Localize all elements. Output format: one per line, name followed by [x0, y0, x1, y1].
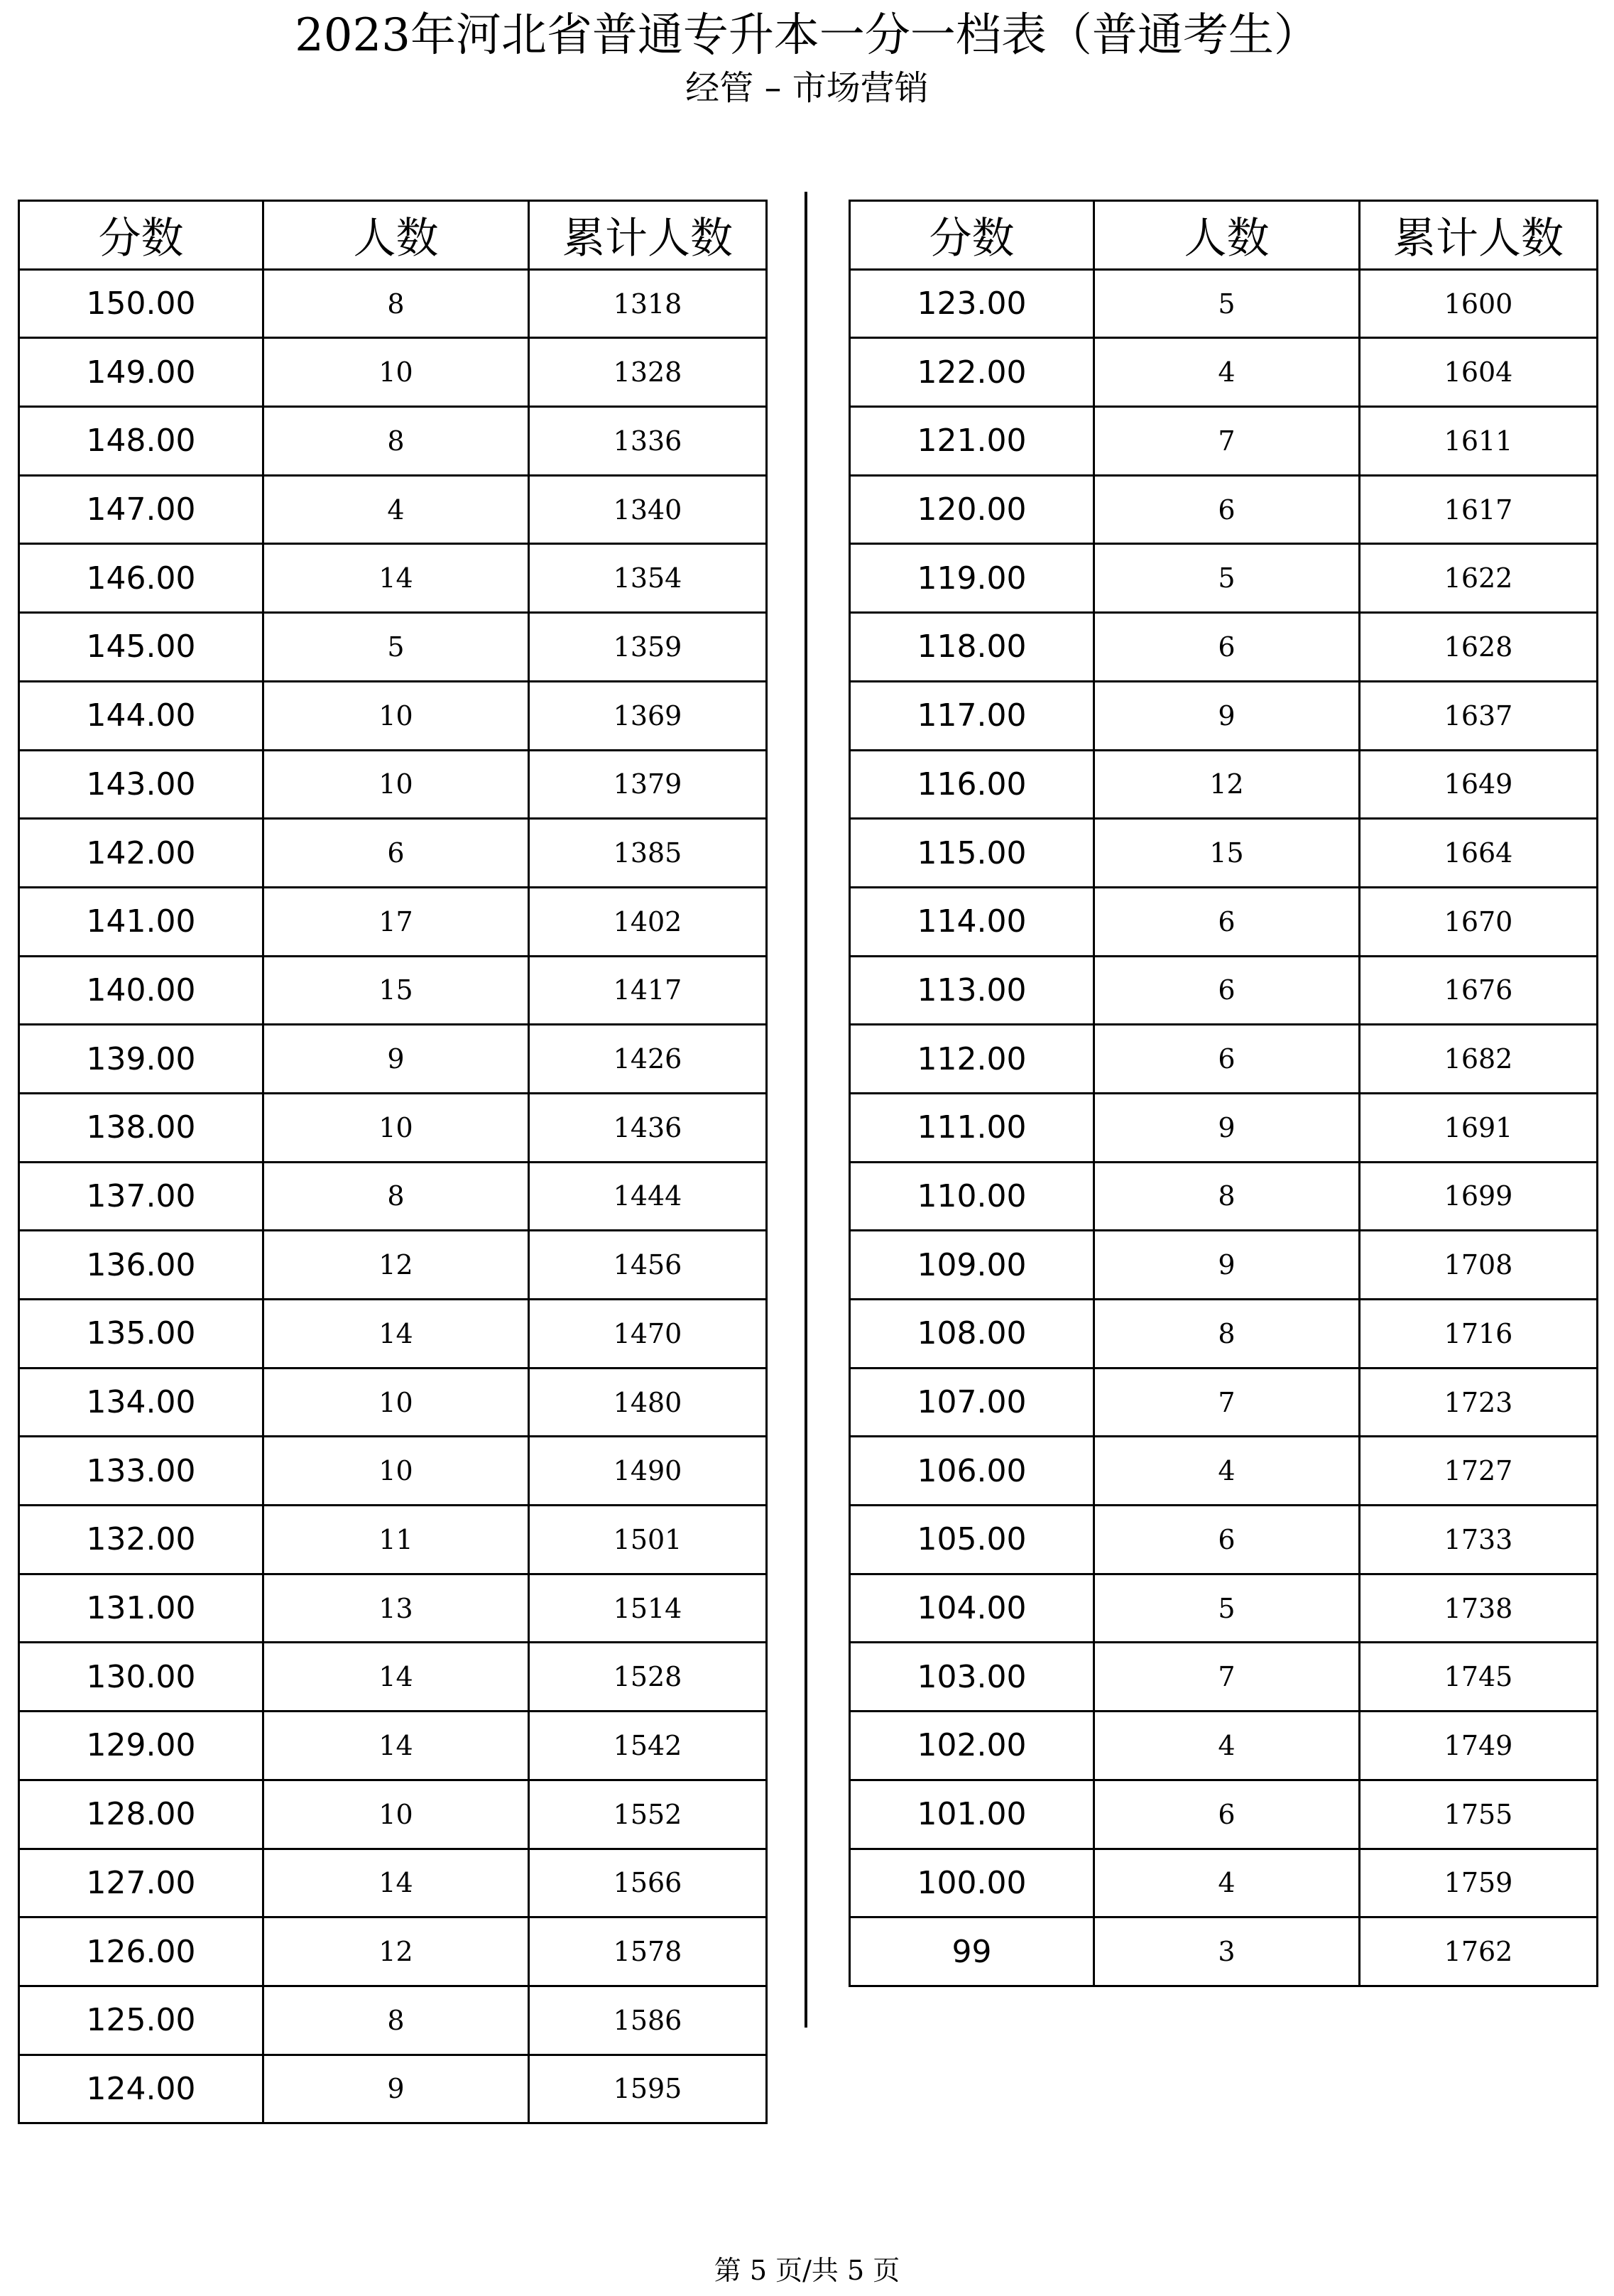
count-cell: 6 — [1094, 1780, 1360, 1849]
cumulative-cell: 1417 — [529, 956, 767, 1025]
count-cell: 8 — [1094, 1300, 1360, 1369]
header-count: 人数 — [263, 201, 529, 270]
count-cell: 8 — [263, 269, 529, 338]
cumulative-cell: 1664 — [1360, 819, 1598, 888]
table-row — [19, 1849, 767, 1917]
score-cell: 124.00 — [19, 2055, 263, 2123]
cumulative-cell: 1436 — [529, 1093, 767, 1162]
cumulative-cell: 1578 — [529, 1917, 767, 1986]
score-cell: 138.00 — [19, 1093, 263, 1162]
header-cumulative: 累计人数 — [1360, 201, 1598, 270]
cumulative-cell: 1649 — [1360, 750, 1598, 819]
count-cell: 13 — [263, 1574, 529, 1643]
cumulative-cell: 1723 — [1360, 1368, 1598, 1437]
table-row — [19, 1506, 767, 1574]
cumulative-cell: 1682 — [1360, 1025, 1598, 1094]
score-cell: 128.00 — [19, 1780, 263, 1849]
cumulative-cell: 1340 — [529, 475, 767, 544]
cumulative-cell: 1426 — [529, 1025, 767, 1094]
cumulative-cell: 1490 — [529, 1437, 767, 1506]
table-row — [850, 613, 1598, 682]
score-cell: 112.00 — [850, 1025, 1094, 1094]
cumulative-cell: 1402 — [529, 887, 767, 956]
table-row — [19, 338, 767, 407]
count-cell: 14 — [263, 1300, 529, 1369]
table-row — [19, 681, 767, 750]
table-row — [850, 475, 1598, 544]
score-cell: 107.00 — [850, 1368, 1094, 1437]
score-cell: 125.00 — [19, 1986, 263, 2055]
count-cell: 4 — [263, 475, 529, 544]
cumulative-cell: 1586 — [529, 1986, 767, 2055]
count-cell: 4 — [1094, 1712, 1360, 1780]
cumulative-cell: 1676 — [1360, 956, 1598, 1025]
count-cell: 6 — [1094, 887, 1360, 956]
count-cell: 4 — [1094, 1849, 1360, 1917]
score-cell: 146.00 — [19, 544, 263, 613]
header-cumulative: 累计人数 — [529, 201, 767, 270]
count-cell: 10 — [263, 338, 529, 407]
count-cell: 8 — [1094, 1162, 1360, 1231]
count-cell: 5 — [1094, 544, 1360, 613]
table-row — [19, 544, 767, 613]
table-row — [19, 819, 767, 888]
table-row — [850, 1437, 1598, 1506]
table-row — [19, 1368, 767, 1437]
cumulative-cell: 1470 — [529, 1300, 767, 1369]
score-cell: 110.00 — [850, 1162, 1094, 1231]
page-title: 2023年河北省普通专升本一分一档表（普通考生） — [295, 9, 1319, 62]
count-cell: 8 — [263, 1986, 529, 2055]
cumulative-cell: 1480 — [529, 1368, 767, 1437]
table-row — [850, 819, 1598, 888]
count-cell: 9 — [1094, 1231, 1360, 1300]
table-row — [19, 1574, 767, 1643]
score-cell: 103.00 — [850, 1643, 1094, 1712]
score-cell: 121.00 — [850, 407, 1094, 476]
score-cell: 108.00 — [850, 1300, 1094, 1369]
count-cell: 5 — [1094, 269, 1360, 338]
table-row — [19, 269, 767, 338]
table-row — [850, 1917, 1598, 1986]
column-divider — [805, 192, 807, 2028]
count-cell: 9 — [1094, 681, 1360, 750]
table-row — [850, 1025, 1598, 1094]
score-cell: 149.00 — [19, 338, 263, 407]
table-row — [19, 2055, 767, 2123]
table-row — [19, 1162, 767, 1231]
cumulative-cell: 1514 — [529, 1574, 767, 1643]
score-cell: 100.00 — [850, 1849, 1094, 1917]
cumulative-cell: 1699 — [1360, 1162, 1598, 1231]
count-cell: 9 — [263, 2055, 529, 2123]
count-cell: 8 — [263, 1162, 529, 1231]
score-cell: 106.00 — [850, 1437, 1094, 1506]
cumulative-cell: 1611 — [1360, 407, 1598, 476]
count-cell: 10 — [263, 1780, 529, 1849]
cumulative-cell: 1501 — [529, 1506, 767, 1574]
score-cell: 136.00 — [19, 1231, 263, 1300]
cumulative-cell: 1336 — [529, 407, 767, 476]
count-cell: 9 — [263, 1025, 529, 1094]
count-cell: 6 — [1094, 956, 1360, 1025]
count-cell: 15 — [1094, 819, 1360, 888]
score-cell: 119.00 — [850, 544, 1094, 613]
count-cell: 10 — [263, 1093, 529, 1162]
count-cell: 17 — [263, 887, 529, 956]
table-row — [19, 1780, 767, 1849]
score-cell: 129.00 — [19, 1712, 263, 1780]
cumulative-cell: 1738 — [1360, 1574, 1598, 1643]
table-row — [850, 338, 1598, 407]
cumulative-cell: 1444 — [529, 1162, 767, 1231]
score-cell: 140.00 — [19, 956, 263, 1025]
table-row — [850, 1368, 1598, 1437]
score-cell: 109.00 — [850, 1231, 1094, 1300]
score-cell: 142.00 — [19, 819, 263, 888]
header-row — [850, 201, 1598, 270]
cumulative-cell: 1617 — [1360, 475, 1598, 544]
score-cell: 115.00 — [850, 819, 1094, 888]
table-row — [850, 1849, 1598, 1917]
score-cell: 127.00 — [19, 1849, 263, 1917]
count-cell: 7 — [1094, 1643, 1360, 1712]
score-cell: 99 — [850, 1917, 1094, 1986]
header-score: 分数 — [850, 201, 1094, 270]
table-row — [19, 1986, 767, 2055]
count-cell: 6 — [1094, 613, 1360, 682]
count-cell: 15 — [263, 956, 529, 1025]
score-cell: 126.00 — [19, 1917, 263, 1986]
cumulative-cell: 1359 — [529, 613, 767, 682]
score-cell: 104.00 — [850, 1574, 1094, 1643]
cumulative-cell: 1369 — [529, 681, 767, 750]
table-row — [850, 1780, 1598, 1849]
count-cell: 5 — [263, 613, 529, 682]
cumulative-cell: 1622 — [1360, 544, 1598, 613]
header-score: 分数 — [19, 201, 263, 270]
cumulative-cell: 1595 — [529, 2055, 767, 2123]
count-cell: 5 — [1094, 1574, 1360, 1643]
count-cell: 12 — [1094, 750, 1360, 819]
count-cell: 7 — [1094, 1368, 1360, 1437]
table-row — [19, 475, 767, 544]
score-cell: 135.00 — [19, 1300, 263, 1369]
table-row — [850, 1231, 1598, 1300]
score-table-left — [18, 200, 768, 2124]
cumulative-cell: 1604 — [1360, 338, 1598, 407]
table-row — [19, 1917, 767, 1986]
cumulative-cell: 1749 — [1360, 1712, 1598, 1780]
cumulative-cell: 1385 — [529, 819, 767, 888]
cumulative-cell: 1670 — [1360, 887, 1598, 956]
score-cell: 139.00 — [19, 1025, 263, 1094]
cumulative-cell: 1727 — [1360, 1437, 1598, 1506]
score-cell: 148.00 — [19, 407, 263, 476]
count-cell: 6 — [263, 819, 529, 888]
cumulative-cell: 1759 — [1360, 1849, 1598, 1917]
count-cell: 12 — [263, 1231, 529, 1300]
cumulative-cell: 1379 — [529, 750, 767, 819]
table-row — [19, 1437, 767, 1506]
table-row — [19, 613, 767, 682]
table-row — [19, 1712, 767, 1780]
cumulative-cell: 1542 — [529, 1712, 767, 1780]
count-cell: 12 — [263, 1917, 529, 1986]
table-row — [850, 681, 1598, 750]
table-row — [850, 1574, 1598, 1643]
table-row — [850, 750, 1598, 819]
cumulative-cell: 1755 — [1360, 1780, 1598, 1849]
score-cell: 123.00 — [850, 269, 1094, 338]
score-cell: 114.00 — [850, 887, 1094, 956]
page-subtitle: 经管 – 市场营销 — [685, 68, 929, 108]
cumulative-cell: 1708 — [1360, 1231, 1598, 1300]
score-cell: 132.00 — [19, 1506, 263, 1574]
cumulative-cell: 1745 — [1360, 1643, 1598, 1712]
table-row — [850, 544, 1598, 613]
table-row — [19, 1025, 767, 1094]
score-cell: 134.00 — [19, 1368, 263, 1437]
score-cell: 147.00 — [19, 475, 263, 544]
cumulative-cell: 1528 — [529, 1643, 767, 1712]
score-cell: 120.00 — [850, 475, 1094, 544]
cumulative-cell: 1600 — [1360, 269, 1598, 338]
count-cell: 10 — [263, 1437, 529, 1506]
count-cell: 14 — [263, 1643, 529, 1712]
score-cell: 143.00 — [19, 750, 263, 819]
score-cell: 116.00 — [850, 750, 1094, 819]
score-cell: 130.00 — [19, 1643, 263, 1712]
table-row — [850, 1162, 1598, 1231]
table-row — [850, 1093, 1598, 1162]
score-cell: 150.00 — [19, 269, 263, 338]
table-row — [850, 887, 1598, 956]
cumulative-cell: 1456 — [529, 1231, 767, 1300]
cumulative-cell: 1318 — [529, 269, 767, 338]
cumulative-cell: 1691 — [1360, 1093, 1598, 1162]
score-table-right — [849, 200, 1598, 1987]
count-cell: 8 — [263, 407, 529, 476]
cumulative-cell: 1762 — [1360, 1917, 1598, 1986]
count-cell: 6 — [1094, 1025, 1360, 1094]
table-row — [850, 1506, 1598, 1574]
count-cell: 4 — [1094, 1437, 1360, 1506]
cumulative-cell: 1628 — [1360, 613, 1598, 682]
cumulative-cell: 1552 — [529, 1780, 767, 1849]
table-row — [850, 1300, 1598, 1369]
cumulative-cell: 1354 — [529, 544, 767, 613]
count-cell: 10 — [263, 681, 529, 750]
score-cell: 131.00 — [19, 1574, 263, 1643]
score-cell: 133.00 — [19, 1437, 263, 1506]
count-cell: 3 — [1094, 1917, 1360, 1986]
count-cell: 14 — [263, 544, 529, 613]
page-footer: 第 5 页/共 5 页 — [714, 2255, 900, 2286]
cumulative-cell: 1716 — [1360, 1300, 1598, 1369]
count-cell: 11 — [263, 1506, 529, 1574]
score-cell: 141.00 — [19, 887, 263, 956]
header-count: 人数 — [1094, 201, 1360, 270]
table-row — [19, 1300, 767, 1369]
table-row — [19, 750, 767, 819]
table-row — [19, 887, 767, 956]
score-cell: 122.00 — [850, 338, 1094, 407]
score-cell: 137.00 — [19, 1162, 263, 1231]
score-cell: 145.00 — [19, 613, 263, 682]
score-cell: 111.00 — [850, 1093, 1094, 1162]
score-cell: 101.00 — [850, 1780, 1094, 1849]
table-row — [850, 1643, 1598, 1712]
table-row — [850, 407, 1598, 476]
cumulative-cell: 1328 — [529, 338, 767, 407]
count-cell: 7 — [1094, 407, 1360, 476]
count-cell: 4 — [1094, 338, 1360, 407]
count-cell: 9 — [1094, 1093, 1360, 1162]
score-cell: 113.00 — [850, 956, 1094, 1025]
score-cell: 117.00 — [850, 681, 1094, 750]
table-row — [19, 1231, 767, 1300]
count-cell: 14 — [263, 1849, 529, 1917]
cumulative-cell: 1566 — [529, 1849, 767, 1917]
score-cell: 105.00 — [850, 1506, 1094, 1574]
count-cell: 14 — [263, 1712, 529, 1780]
table-row — [19, 407, 767, 476]
table-row — [850, 956, 1598, 1025]
cumulative-cell: 1637 — [1360, 681, 1598, 750]
count-cell: 6 — [1094, 1506, 1360, 1574]
table-row — [19, 1093, 767, 1162]
table-row — [19, 956, 767, 1025]
header-row — [19, 201, 767, 270]
table-row — [850, 1712, 1598, 1780]
score-cell: 118.00 — [850, 613, 1094, 682]
cumulative-cell: 1733 — [1360, 1506, 1598, 1574]
score-cell: 102.00 — [850, 1712, 1094, 1780]
count-cell: 10 — [263, 1368, 529, 1437]
score-cell: 144.00 — [19, 681, 263, 750]
count-cell: 6 — [1094, 475, 1360, 544]
table-row — [19, 1643, 767, 1712]
count-cell: 10 — [263, 750, 529, 819]
table-row — [850, 269, 1598, 338]
